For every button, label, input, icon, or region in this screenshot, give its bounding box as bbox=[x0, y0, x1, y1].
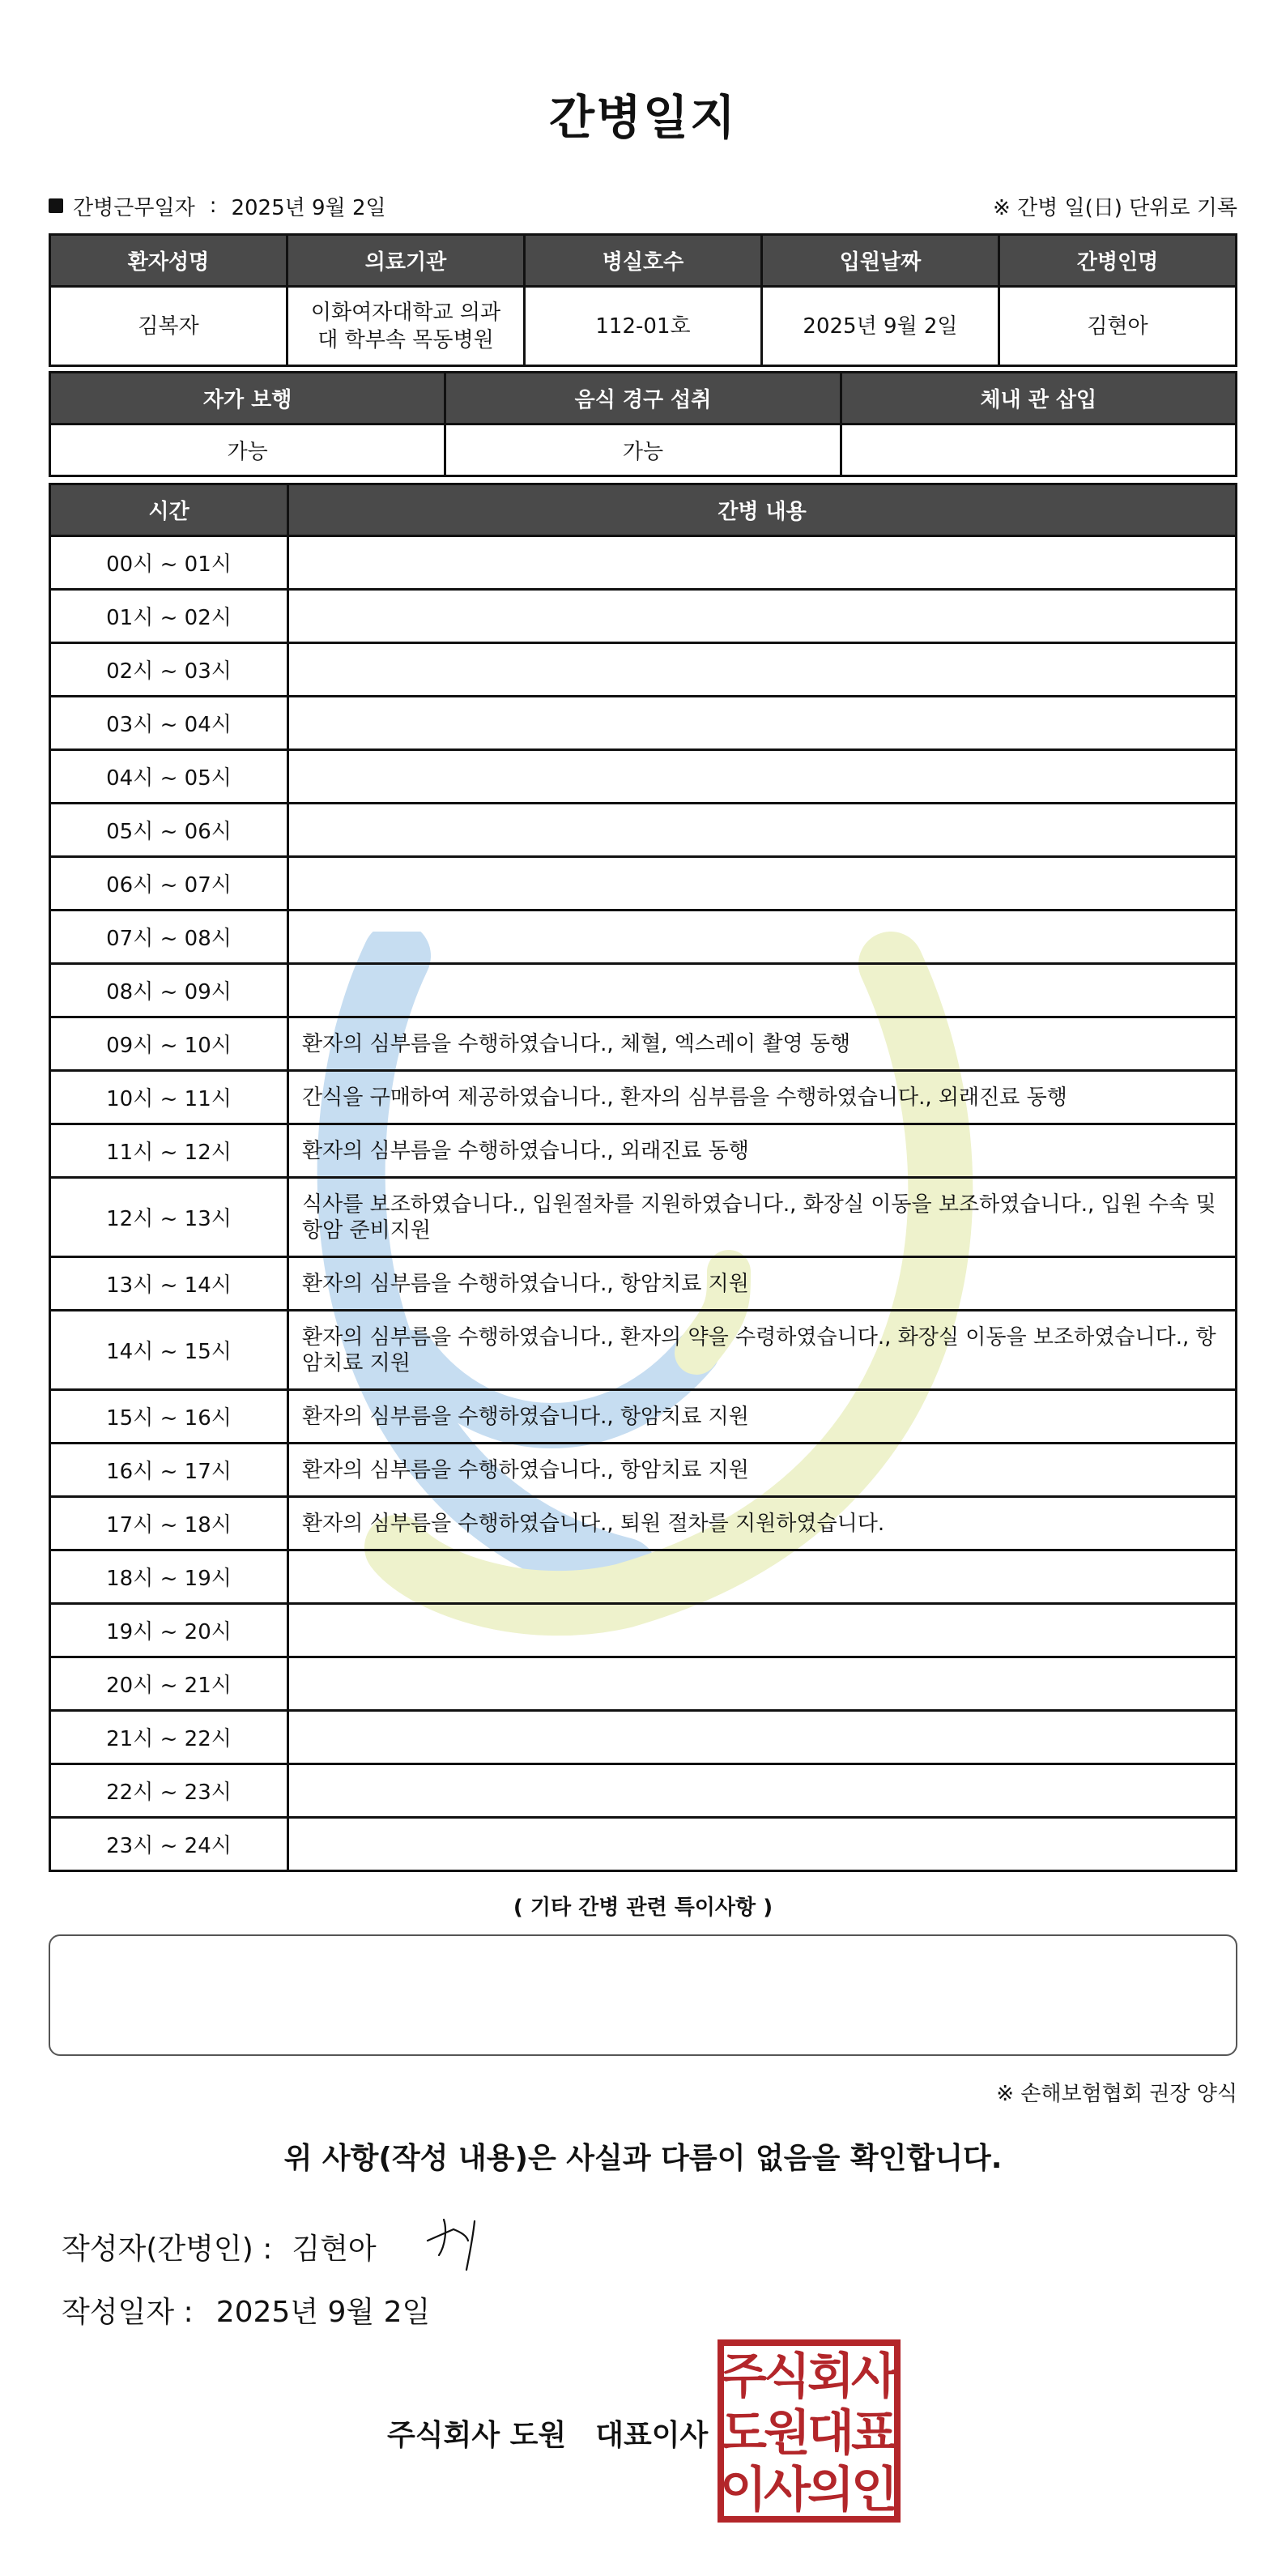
care-row-time: 21시 ~ 22시 bbox=[50, 1711, 288, 1764]
remarks-box bbox=[49, 1934, 1237, 2056]
patient-info-table bbox=[49, 233, 1237, 367]
care-row-content bbox=[288, 804, 1237, 857]
writer-name: 김현아 bbox=[292, 2233, 377, 2266]
written-date-value: 2025년 9월 2일 bbox=[215, 2296, 431, 2329]
caregiver-name: 김현아 bbox=[999, 287, 1237, 366]
care-row bbox=[50, 1764, 1237, 1818]
care-row-time: 19시 ~ 20시 bbox=[50, 1604, 288, 1657]
care-row bbox=[50, 1818, 1237, 1871]
header-patient-name: 환자성명 bbox=[50, 235, 287, 287]
care-row-content bbox=[288, 911, 1237, 964]
confirmation-statement: 위 사항(작성 내용)은 사실과 다름이 없음을 확인합니다. bbox=[283, 2142, 1003, 2175]
self-walking-value: 가능 bbox=[50, 424, 445, 476]
seal-character: 사 bbox=[851, 2348, 898, 2405]
header-oral-intake: 음식 경구 섭취 bbox=[445, 373, 841, 424]
work-date-label: 간병근무일자 bbox=[73, 195, 195, 220]
header-caregiver-name: 간병인명 bbox=[999, 235, 1237, 287]
status-value-row bbox=[50, 424, 1237, 476]
seal-character: 이 bbox=[720, 2462, 767, 2518]
work-date bbox=[49, 191, 386, 221]
care-row-content bbox=[288, 1604, 1237, 1657]
care-row bbox=[50, 1711, 1237, 1764]
hospital-name: 이화여자대학교 의과대 학부속 목동병원 bbox=[287, 287, 525, 366]
handwritten-signature bbox=[421, 2205, 518, 2278]
care-row bbox=[50, 1017, 1237, 1071]
care-row bbox=[50, 1550, 1237, 1604]
care-row-time: 12시 ~ 13시 bbox=[50, 1178, 288, 1257]
care-row-time: 01시 ~ 02시 bbox=[50, 590, 288, 643]
care-row-time: 15시 ~ 16시 bbox=[50, 1390, 288, 1444]
care-row bbox=[50, 1311, 1237, 1390]
care-row bbox=[50, 1390, 1237, 1444]
care-row-time: 23시 ~ 24시 bbox=[50, 1818, 288, 1871]
care-row-content: 환자의 심부름을 수행하였습니다., 항암치료 지원 bbox=[288, 1444, 1237, 1497]
recommendation-note: ※ 손해보험협회 권장 양식 bbox=[996, 2082, 1237, 2106]
care-row-content bbox=[288, 964, 1237, 1017]
care-row-time: 16시 ~ 17시 bbox=[50, 1444, 288, 1497]
care-row-time: 05시 ~ 06시 bbox=[50, 804, 288, 857]
care-row-content bbox=[288, 643, 1237, 697]
care-row-content bbox=[288, 590, 1237, 643]
writer-label: 작성자(간병인) : bbox=[62, 2233, 273, 2266]
company-name: 주식회사 도원 bbox=[387, 2419, 567, 2452]
bullet-square-icon bbox=[49, 198, 63, 213]
care-row-time: 18시 ~ 19시 bbox=[50, 1550, 288, 1604]
seal-character: 대 bbox=[807, 2405, 854, 2462]
care-row-time: 20시 ~ 21시 bbox=[50, 1657, 288, 1711]
care-row bbox=[50, 1178, 1237, 1257]
company-line bbox=[387, 2412, 708, 2454]
care-row bbox=[50, 1497, 1237, 1550]
care-row bbox=[50, 697, 1237, 750]
patient-value-row bbox=[50, 287, 1237, 366]
seal-character: 인 bbox=[851, 2462, 898, 2518]
care-row-content: 환자의 심부름을 수행하였습니다., 외래진료 동행 bbox=[288, 1124, 1237, 1178]
care-row bbox=[50, 964, 1237, 1017]
care-row-content bbox=[288, 1657, 1237, 1711]
care-row-content bbox=[288, 1764, 1237, 1818]
seal-character: 원 bbox=[764, 2405, 811, 2462]
written-date-line bbox=[62, 2289, 430, 2331]
care-row-time: 10시 ~ 11시 bbox=[50, 1071, 288, 1124]
header-self-walking: 자가 보행 bbox=[50, 373, 445, 424]
care-row-content bbox=[288, 750, 1237, 804]
header-time: 시간 bbox=[50, 484, 288, 536]
patient-header-row bbox=[50, 235, 1237, 287]
care-row-time: 08시 ~ 09시 bbox=[50, 964, 288, 1017]
care-row bbox=[50, 750, 1237, 804]
care-row-time: 13시 ~ 14시 bbox=[50, 1257, 288, 1311]
seal-character: 식 bbox=[764, 2348, 811, 2405]
writer-line bbox=[62, 2226, 377, 2267]
care-row-content bbox=[288, 536, 1237, 590]
care-log-body bbox=[50, 536, 1237, 1871]
seal-character: 의 bbox=[807, 2462, 854, 2518]
care-row-time: 09시 ~ 10시 bbox=[50, 1017, 288, 1071]
care-row-time: 02시 ~ 03시 bbox=[50, 643, 288, 697]
header-tube-insertion: 체내 관 삽입 bbox=[841, 373, 1236, 424]
care-row bbox=[50, 857, 1237, 911]
care-row bbox=[50, 1071, 1237, 1124]
care-row-time: 17시 ~ 18시 bbox=[50, 1497, 288, 1550]
room-number: 112-01호 bbox=[525, 287, 762, 366]
care-row-content: 환자의 심부름을 수행하였습니다., 항암치료 지원 bbox=[288, 1257, 1237, 1311]
care-row bbox=[50, 1604, 1237, 1657]
seal-character: 표 bbox=[851, 2405, 898, 2462]
care-row bbox=[50, 804, 1237, 857]
seal-character: 도 bbox=[720, 2405, 767, 2462]
care-row-time: 04시 ~ 05시 bbox=[50, 750, 288, 804]
header-admission-date: 입원날짜 bbox=[762, 235, 999, 287]
status-header-row bbox=[50, 373, 1237, 424]
header-care-content: 간병 내용 bbox=[288, 484, 1237, 536]
header-hospital: 의료기관 bbox=[287, 235, 525, 287]
oral-intake-value: 가능 bbox=[445, 424, 841, 476]
company-title: 대표이사 bbox=[595, 2419, 709, 2452]
care-row-content: 식사를 보조하였습니다., 입원절차를 지원하였습니다., 화장실 이동을 보조하였습니다., 입원 수속 및 항암 준비지원 bbox=[288, 1178, 1237, 1257]
patient-status-table bbox=[49, 371, 1237, 477]
care-row-time: 00시 ~ 01시 bbox=[50, 536, 288, 590]
care-log-table bbox=[49, 483, 1237, 1872]
care-row-content: 환자의 심부름을 수행하였습니다., 환자의 약을 수령하였습니다., 화장실 이동을 보조하였습니다., 항암치료 지원 bbox=[288, 1311, 1237, 1390]
care-row-content bbox=[288, 1711, 1237, 1764]
care-row-time: 22시 ~ 23시 bbox=[50, 1764, 288, 1818]
admission-date: 2025년 9월 2일 bbox=[762, 287, 999, 366]
care-row-content bbox=[288, 1550, 1237, 1604]
work-date-separator: : bbox=[209, 194, 217, 218]
care-row-time: 07시 ~ 08시 bbox=[50, 911, 288, 964]
care-row bbox=[50, 1257, 1237, 1311]
care-row bbox=[50, 643, 1237, 697]
page-title: 간병일지 bbox=[548, 90, 738, 145]
care-row bbox=[50, 911, 1237, 964]
record-note: ※ 간병 일(日) 단위로 기록 bbox=[992, 195, 1237, 220]
care-row-content: 간식을 구매하여 제공하였습니다., 환자의 심부름을 수행하였습니다., 외래진료 동행 bbox=[288, 1071, 1237, 1124]
care-row bbox=[50, 1444, 1237, 1497]
care-row bbox=[50, 536, 1237, 590]
care-row-content: 환자의 심부름을 수행하였습니다., 퇴원 절차를 지원하였습니다. bbox=[288, 1497, 1237, 1550]
care-row-content bbox=[288, 1818, 1237, 1871]
header-room: 병실호수 bbox=[525, 235, 762, 287]
written-date-label: 작성일자 : bbox=[62, 2296, 194, 2329]
care-row-time: 11시 ~ 12시 bbox=[50, 1124, 288, 1178]
care-row-content bbox=[288, 857, 1237, 911]
care-row bbox=[50, 590, 1237, 643]
care-row-content: 환자의 심부름을 수행하였습니다., 항암치료 지원 bbox=[288, 1390, 1237, 1444]
patient-name: 김복자 bbox=[50, 287, 287, 366]
care-row bbox=[50, 1124, 1237, 1178]
care-row-time: 03시 ~ 04시 bbox=[50, 697, 288, 750]
seal-character: 회 bbox=[807, 2348, 854, 2405]
seal-character: 주 bbox=[720, 2348, 767, 2405]
tube-insertion-value bbox=[841, 424, 1236, 476]
care-row bbox=[50, 1657, 1237, 1711]
meta-row bbox=[49, 190, 1237, 222]
seal-character: 사 bbox=[764, 2462, 811, 2518]
care-header-row bbox=[50, 484, 1237, 536]
remarks-title: ( 기타 간병 관련 특이사항 ) bbox=[513, 1896, 773, 1920]
company-seal-stamp bbox=[718, 2339, 901, 2523]
care-row-time: 06시 ~ 07시 bbox=[50, 857, 288, 911]
care-row-content: 환자의 심부름을 수행하였습니다., 체혈, 엑스레이 촬영 동행 bbox=[288, 1017, 1237, 1071]
care-row-content bbox=[288, 697, 1237, 750]
care-row-time: 14시 ~ 15시 bbox=[50, 1311, 288, 1390]
work-date-value: 2025년 9월 2일 bbox=[231, 195, 386, 220]
